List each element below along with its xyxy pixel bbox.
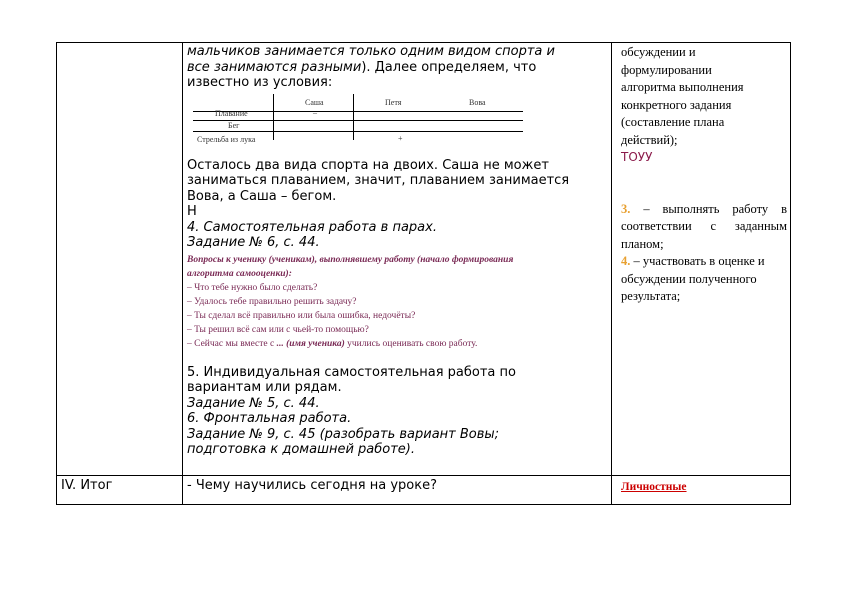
self-assessment-questions [187, 253, 607, 351]
mini-table-row-label: Бег [228, 120, 240, 130]
section-label: ТОУУ [621, 150, 653, 164]
task-heading: 4. Самостоятельная работа в парах. [187, 219, 437, 235]
text-line: Осталось два вида спорта на двоих. Саша не может [187, 157, 549, 173]
learning-outcomes-cell [621, 44, 787, 306]
text-line [187, 60, 607, 76]
table-bottom-border [56, 504, 791, 505]
task-reference: Задание № 6, с. 44. [187, 235, 320, 250]
mini-table-cell: + [398, 133, 403, 143]
text-line: результата; [621, 289, 681, 303]
text-line: заниматься плаванием, значит, плаванием занимается [187, 173, 570, 188]
table-right-border [790, 42, 791, 505]
item-number: 4. [621, 254, 631, 268]
text-line: соответствии с заданным [621, 219, 787, 233]
task-heading: 5. Индивидуальная самостоятельная работа по [187, 364, 516, 380]
mini-table-line [353, 94, 354, 140]
text-line: действий); [621, 132, 678, 147]
text-fragment: учились оценивать свою работу. [344, 338, 478, 349]
column-divider [182, 42, 183, 505]
mini-table-cell: – [313, 107, 317, 117]
task-reference: Задание № 9, с. 45 (разобрать вариант Вовы; [187, 426, 500, 442]
text-line: планом; [621, 236, 664, 251]
mini-table-line [273, 94, 274, 140]
mini-table-header: Вова [469, 97, 486, 107]
text-line: мальчиков занимается только одним видом спорта и [187, 44, 555, 59]
mini-table-row-label: Плавание [215, 108, 248, 118]
task-reference: подготовка к домашней работе). [187, 442, 416, 457]
text-line: алгоритма выполнения [621, 80, 744, 94]
bold-fragment: ... (имя ученика) [276, 338, 345, 349]
conclusion-paragraph [187, 158, 607, 220]
question-item: – Удалось тебе правильно решить задачу? [187, 296, 357, 307]
stage-label: IV. Итог [61, 478, 113, 493]
text-line: (составление плана [621, 115, 725, 129]
mini-table-header: Саша [305, 97, 324, 107]
outcome-label: Личностные [621, 481, 687, 493]
text-line: обсуждении и [621, 45, 696, 59]
outcome-item-3 [621, 201, 787, 254]
row-divider [56, 475, 791, 476]
table-top-border [56, 42, 791, 43]
task5-block [187, 365, 607, 458]
text-fragment: – участвовать в оценке и [630, 254, 765, 268]
column-divider [611, 42, 612, 505]
text-line: обсуждении полученного [621, 271, 757, 286]
lesson-activities-cell [187, 44, 607, 458]
text-line: Вова, а Саша – бегом. [187, 188, 337, 204]
text-fragment: – Сейчас мы вместе с [187, 338, 277, 349]
task-heading: 6. Фронтальная работа. [187, 411, 352, 426]
sports-logic-table [193, 94, 523, 152]
mini-table-header: Петя [385, 97, 402, 107]
item-number: 3. [621, 201, 631, 216]
text-fragment: – выполнять работу в [630, 201, 787, 216]
text-line: известно из условия: [187, 75, 333, 90]
task-heading: вариантам или рядам. [187, 380, 342, 395]
questions-heading: Вопросы к ученику (ученикам), выполнявшему работу (начало формирования [187, 254, 514, 265]
text-line: конкретного задания [621, 97, 732, 112]
text-line [621, 201, 787, 219]
table-left-border [56, 42, 57, 505]
task-reference: Задание № 5, с. 44. [187, 395, 320, 411]
text-line: Н [187, 204, 197, 219]
question-item [187, 337, 607, 351]
summary-question: - Чему научились сегодня на уроке? [187, 478, 437, 493]
question-item: – Ты сделал всё правильно или была ошибка, недочёты? [187, 310, 416, 321]
text-fragment: ). Далее определяем, что [361, 59, 537, 75]
question-item: – Ты решил всё сам или с чьей-то помощью? [187, 324, 369, 335]
mini-table-row-label: Стрельба из лука [197, 134, 256, 144]
question-item: – Что тебе нужно было сделать? [187, 282, 318, 293]
outcome-item-4 [621, 253, 787, 306]
questions-heading: алгоритма самооценки): [187, 268, 292, 279]
italic-fragment: все занимаются разными [187, 59, 362, 75]
text-line [621, 253, 787, 271]
text-line: формулировании [621, 62, 712, 77]
